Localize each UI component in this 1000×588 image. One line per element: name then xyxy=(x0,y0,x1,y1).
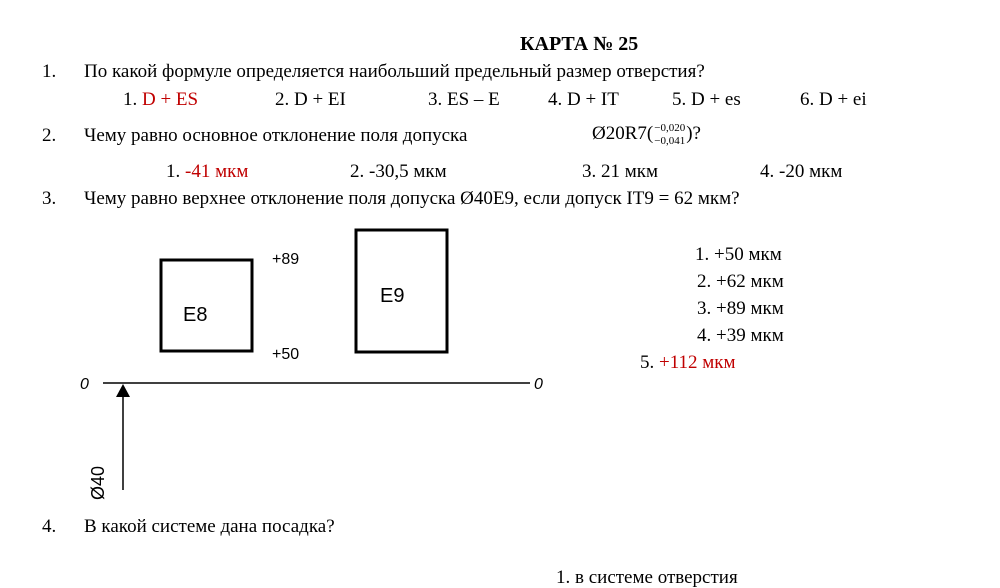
e8-label: E8 xyxy=(183,304,208,326)
q1-option-4-number: 4. xyxy=(548,89,563,110)
q1-option-2-answer: D + EI xyxy=(294,89,346,110)
q4-option-1-number: 1. xyxy=(556,567,571,588)
question-3-text: Чему равно верхнее отклонение поля допуска Ø40E9, если допуск IT9 = 62 мкм? xyxy=(84,188,740,209)
upper-deviation-value: +89 xyxy=(272,251,300,268)
zero-label-left: 0 xyxy=(80,376,89,393)
q4-option-1[interactable] xyxy=(556,568,738,587)
question-4-number: 4. xyxy=(42,516,57,537)
zero-label-right: 0 xyxy=(534,376,543,393)
e9-label: E9 xyxy=(380,285,405,307)
question-2-number: 2. xyxy=(42,125,57,146)
q3-option-4[interactable] xyxy=(697,326,784,345)
q1-option-3-answer: ES – E xyxy=(447,89,500,110)
question-1-text: По какой формуле определяется наибольший предельный размер отверстия? xyxy=(84,61,705,82)
q3-option-1-answer: +50 мкм xyxy=(714,244,782,265)
q3-option-5[interactable] xyxy=(640,353,736,372)
q3-option-1-number: 1. xyxy=(695,244,710,265)
q3-option-2-answer: +62 мкм xyxy=(716,271,784,292)
q2-option-3-number: 3. xyxy=(582,161,597,182)
q3-option-1[interactable] xyxy=(695,245,782,264)
q2-option-1-number: 1. xyxy=(166,161,181,182)
q1-option-5-number: 5. xyxy=(672,89,687,110)
q3-option-5-answer: +112 мкм xyxy=(659,352,736,373)
q1-option-6-answer: D + ei xyxy=(819,89,867,110)
q3-option-3-answer: +89 мкм xyxy=(716,298,784,319)
card-title: КАРТА № 25 xyxy=(520,33,639,55)
question-1-number: 1. xyxy=(42,61,57,82)
tolerance-upper: −0,020 xyxy=(654,121,686,134)
q2-option-2-answer: -30,5 мкм xyxy=(369,161,447,182)
q2-option-3-answer: 21 мкм xyxy=(601,161,659,182)
q1-option-3-number: 3. xyxy=(428,89,443,110)
q1-option-2-number: 2. xyxy=(275,89,290,110)
q1-option-1-number: 1. xyxy=(123,89,138,110)
nominal-size-label: Ø40 xyxy=(88,465,108,500)
size-arrow-head xyxy=(116,384,130,397)
q1-option-4-answer: D + IT xyxy=(567,89,619,110)
q1-option-1-answer: D + ES xyxy=(142,89,199,110)
tolerance-prefix: Ø20R7( xyxy=(592,123,654,144)
q2-option-2-number: 2. xyxy=(350,161,365,182)
q2-option-4-number: 4. xyxy=(760,161,775,182)
q2-option-4-answer: -20 мкм xyxy=(779,161,843,182)
q3-option-2-number: 2. xyxy=(697,271,712,292)
q3-option-3-number: 3. xyxy=(697,298,712,319)
lower-deviation-value: +50 xyxy=(272,346,300,363)
q4-option-1-answer: в системе отверстия xyxy=(575,567,738,588)
q3-option-3[interactable] xyxy=(697,299,784,318)
q1-option-5-answer: D + es xyxy=(691,89,741,110)
tolerance-lower: −0,041 xyxy=(654,134,686,147)
question-3-number: 3. xyxy=(42,188,57,209)
question-4-text: В какой системе дана посадка? xyxy=(84,516,335,537)
q3-option-2[interactable] xyxy=(697,272,784,291)
q3-option-4-number: 4. xyxy=(697,325,712,346)
q1-option-6-number: 6. xyxy=(800,89,815,110)
tolerance-suffix: )? xyxy=(686,123,701,144)
question-2-text: Чему равно основное отклонение поля допуска xyxy=(84,125,468,146)
q3-option-4-answer: +39 мкм xyxy=(716,325,784,346)
q2-option-1-answer: -41 мкм xyxy=(185,161,249,182)
q3-option-5-number: 5. xyxy=(640,352,655,373)
